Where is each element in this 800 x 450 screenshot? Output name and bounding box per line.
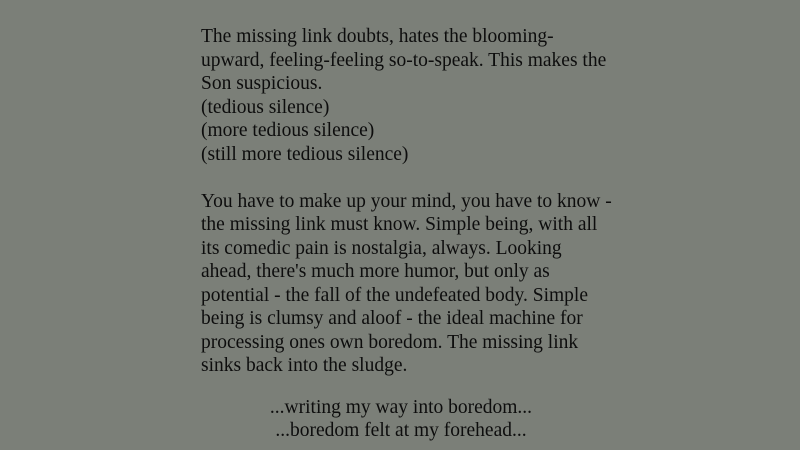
closing-line: ...boredom felt at my forehead... [275,420,527,441]
text-line: upward, feeling-feeling so-to-speak. This makes the [201,49,607,71]
text-line: potential - the fall of the undefeated body. Simple [201,284,588,306]
paragraph-2 [201,190,621,378]
text-line: processing ones own boredom. The missing link [201,331,579,353]
poem-text-block [201,25,621,443]
closing-lines [201,396,601,443]
closing-line: ...writing my way into boredom... [269,396,533,418]
text-line: The missing link doubts, hates the blooming- [201,26,554,47]
text-line: the missing link must know. Simple being, with all [201,214,598,235]
paragraph-spacer [201,166,621,190]
text-line: You have to make up your mind, you have to know - [201,190,612,212]
text-line: being is clumsy and aloof - the ideal machine for [201,308,583,329]
text-line: Son suspicious. [201,73,323,94]
text-line: its comedic pain is nostalgia, always. Looking [201,237,562,259]
text-line: (still more tedious silence) [201,143,409,165]
text-line: ahead, there's much more humor, but only as [201,261,550,282]
text-line: (more tedious silence) [201,120,375,141]
paragraph-1 [201,25,621,166]
text-line: (tedious silence) [201,96,330,118]
text-line: sinks back into the sludge. [201,355,408,376]
